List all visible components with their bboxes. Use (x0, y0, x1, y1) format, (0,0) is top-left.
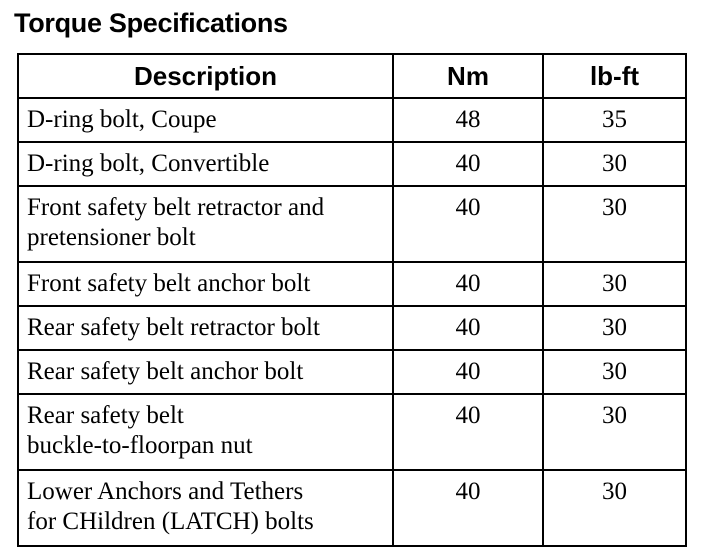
row-description-text: Lower Anchors and Tethers for CHildren (LATCH) bolts (27, 478, 314, 535)
row-description (18, 394, 393, 470)
row-description (18, 470, 393, 546)
table-row (18, 470, 686, 546)
row-description (18, 98, 393, 142)
column-header-nm: Nm (393, 54, 543, 98)
row-description-text: D-ring bolt, Coupe (27, 106, 217, 133)
table-row (18, 142, 686, 186)
row-description (18, 142, 393, 186)
torque-spec-table (17, 53, 687, 547)
row-lbft-value: 35 (543, 98, 686, 142)
table-row (18, 186, 686, 262)
row-lbft-value: 30 (543, 470, 686, 546)
table-row (18, 98, 686, 142)
row-description-text: Rear safety belt retractor bolt (27, 314, 320, 341)
row-nm-value: 40 (393, 142, 543, 186)
table-row (18, 306, 686, 350)
table-header-row (18, 54, 686, 98)
row-description-text: Front safety belt retractor and pretensioner bolt (27, 194, 325, 251)
row-description (18, 262, 393, 306)
row-lbft-value: 30 (543, 306, 686, 350)
row-nm-value: 40 (393, 350, 543, 394)
row-nm-value: 40 (393, 186, 543, 262)
row-nm-value: 40 (393, 470, 543, 546)
row-nm-value: 40 (393, 306, 543, 350)
row-description-text: Rear safety belt buckle-to-floorpan nut (27, 402, 253, 459)
row-description-text: Front safety belt anchor bolt (27, 270, 311, 297)
row-description-text: D-ring bolt, Convertible (27, 150, 270, 177)
row-description (18, 306, 393, 350)
row-description (18, 186, 393, 262)
row-lbft-value: 30 (543, 262, 686, 306)
row-lbft-value: 30 (543, 394, 686, 470)
table-row (18, 262, 686, 306)
row-nm-value: 48 (393, 98, 543, 142)
column-header-lbft: lb-ft (543, 54, 686, 98)
row-nm-value: 40 (393, 394, 543, 470)
column-header-description: Description (18, 54, 393, 98)
row-nm-value: 40 (393, 262, 543, 306)
row-lbft-value: 30 (543, 142, 686, 186)
row-lbft-value: 30 (543, 350, 686, 394)
row-description (18, 350, 393, 394)
page-title: Torque Specifications (14, 8, 288, 38)
table-row (18, 394, 686, 470)
row-description-text: Rear safety belt anchor bolt (27, 358, 304, 385)
row-lbft-value: 30 (543, 186, 686, 262)
table-row (18, 350, 686, 394)
